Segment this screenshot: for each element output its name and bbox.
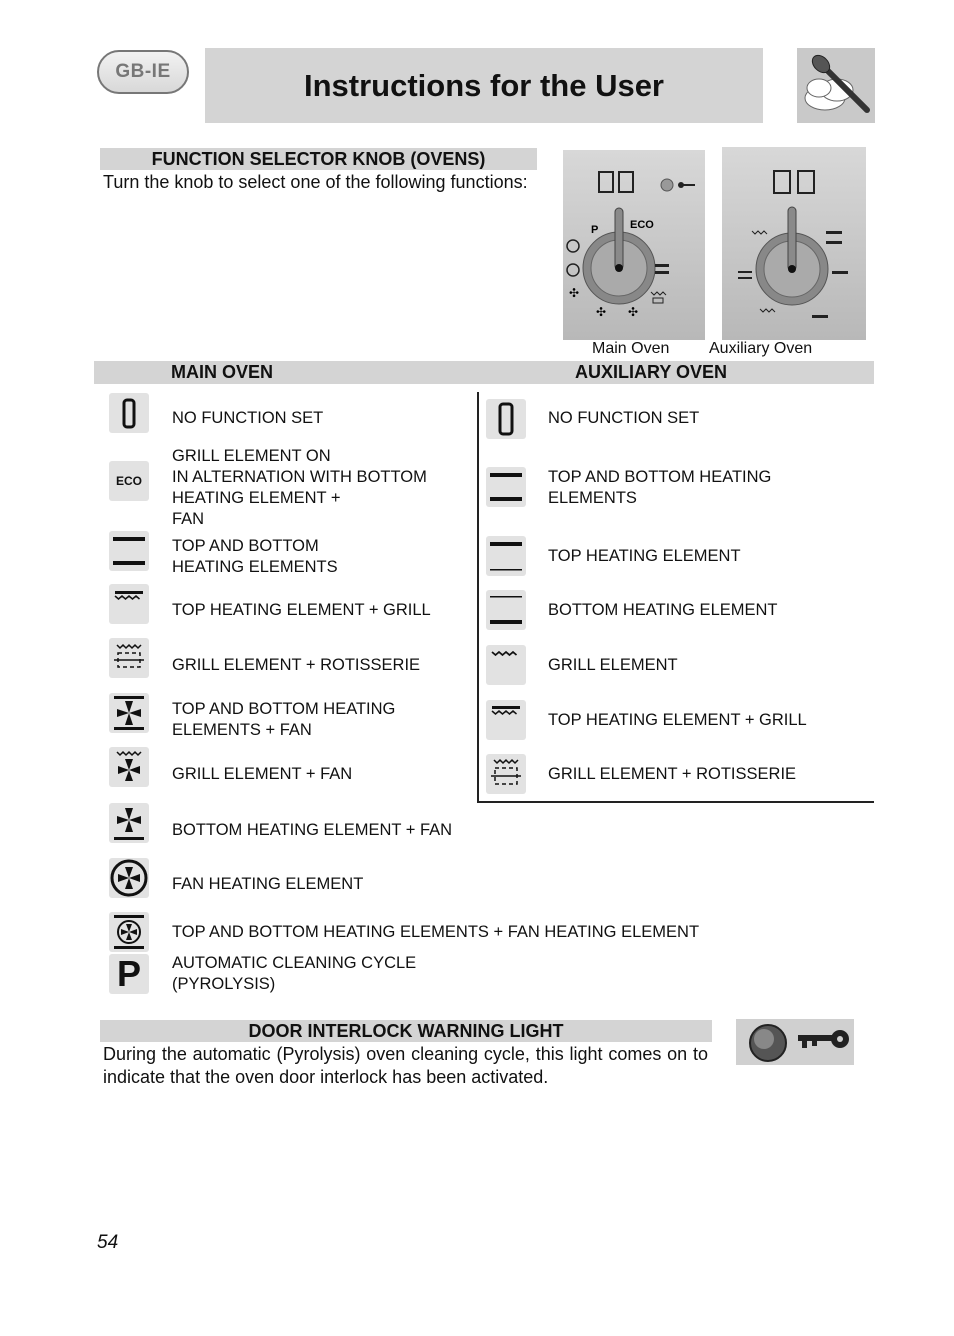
- aux-item-label-1: TOP AND BOTTOM HEATING ELEMENTS: [548, 468, 772, 507]
- fan-heating-icon: [109, 858, 149, 898]
- main-item-label-7: BOTTOM HEATING ELEMENT + FAN: [172, 821, 453, 839]
- main-item-label-2: TOP AND BOTTOM HEATING ELEMENTS: [172, 537, 338, 576]
- top-bottom-heating-icon: [486, 467, 526, 507]
- pyrolysis-icon: [109, 954, 149, 994]
- main-item-label-3: TOP HEATING ELEMENT + GRILL: [172, 601, 431, 619]
- chef-spoon-icon: [797, 48, 875, 123]
- aux-item-label-5: TOP HEATING ELEMENT + GRILL: [548, 711, 807, 729]
- bottom-heating-fan-icon: [109, 803, 149, 843]
- top-bottom-fan-heating-icon: [109, 912, 149, 952]
- svg-text:✣: ✣: [569, 286, 580, 300]
- function-selector-heading: FUNCTION SELECTOR KNOB (OVENS): [100, 148, 537, 170]
- aux-item-label-6: GRILL ELEMENT + ROTISSERIE: [548, 765, 797, 783]
- main-item-label-8: FAN HEATING ELEMENT: [172, 875, 364, 893]
- main-item-label-10: AUTOMATIC CLEANING CYCLE (PYROLYSIS): [172, 954, 417, 993]
- main-item-label-6: GRILL ELEMENT + FAN: [172, 765, 353, 783]
- region-badge: [97, 50, 189, 94]
- aux-item-label-4: GRILL ELEMENT: [548, 656, 678, 674]
- region-badge-text: GB-IE: [115, 61, 171, 82]
- main-oven-caption: Main Oven: [592, 340, 670, 357]
- main-item-label-1: GRILL ELEMENT ON IN ALTERNATION WITH BOTTOM HEATING ELEMENT + FAN: [172, 447, 427, 528]
- main-item-label-9: TOP AND BOTTOM HEATING ELEMENTS + FAN HEATING ELEMENT: [172, 923, 700, 941]
- eco-icon: [109, 461, 149, 501]
- page-title-bar: [205, 48, 763, 123]
- top-heating-grill-icon: [109, 584, 149, 624]
- main-oven-knob-panel: [563, 150, 705, 340]
- grill-fan-icon: [109, 747, 149, 787]
- door-lock-light-icon: [736, 1019, 854, 1065]
- column-divider: [477, 392, 479, 802]
- main-item-label-0: NO FUNCTION SET: [172, 409, 324, 427]
- top-bottom-fan-icon: [109, 693, 149, 733]
- grill-rotisserie-icon: [486, 754, 526, 794]
- top-heating-grill-icon: [486, 700, 526, 740]
- function-selector-intro: Turn the knob to select one of the following functions:: [103, 172, 528, 192]
- grill-rotisserie-icon: [109, 638, 149, 678]
- aux-item-label-3: BOTTOM HEATING ELEMENT: [548, 601, 778, 619]
- top-bottom-heating-icon: [109, 531, 149, 571]
- no-function-icon: [109, 393, 149, 433]
- auxiliary-oven-knob-panel: [722, 147, 866, 340]
- page-number: 54: [97, 1232, 119, 1253]
- pyrolysis-icon-text: P: [116, 953, 141, 994]
- auxiliary-oven-heading: AUXILIARY OVEN: [575, 362, 728, 382]
- auxiliary-oven-caption: Auxiliary Oven: [709, 340, 813, 357]
- grill-icon: [486, 645, 526, 685]
- main-item-label-5: TOP AND BOTTOM HEATING ELEMENTS + FAN: [172, 700, 396, 739]
- svg-text:✣: ✣: [596, 305, 607, 319]
- svg-text:✣: ✣: [628, 305, 639, 319]
- eco-icon-text: ECO: [115, 474, 142, 488]
- page-title: Instructions for the User: [304, 67, 664, 103]
- door-interlock-heading: DOOR INTERLOCK WARNING LIGHT: [100, 1020, 712, 1042]
- aux-item-label-0: NO FUNCTION SET: [548, 409, 700, 427]
- knob-mark-p: P: [591, 224, 599, 236]
- knob-mark-eco: ECO: [630, 219, 654, 231]
- top-heating-icon: [486, 536, 526, 576]
- aux-table-bottom-rule: [477, 801, 874, 803]
- door-interlock-text: During the automatic (Pyrolysis) oven cleaning cycle, this light comes on to indicate that the oven door interlock has been activated.: [103, 1044, 708, 1087]
- aux-item-label-2: TOP HEATING ELEMENT: [548, 547, 741, 565]
- no-function-icon: [486, 399, 526, 439]
- main-oven-heading: MAIN OVEN: [171, 362, 274, 382]
- bottom-heating-icon: [486, 590, 526, 630]
- main-item-label-4: GRILL ELEMENT + ROTISSERIE: [172, 656, 421, 674]
